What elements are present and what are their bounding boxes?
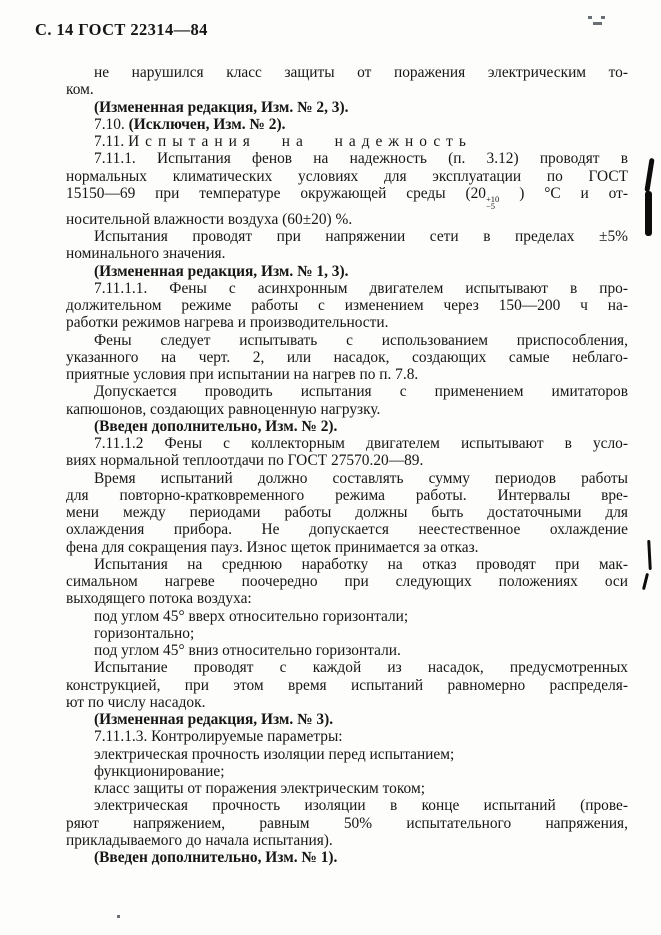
text-line	[66, 590, 628, 607]
scan-speck	[601, 16, 605, 19]
text-run: охлаждения прибора. Не допускается неестественное охлаждение	[66, 521, 628, 539]
text-run: конструкцией, при этом время испытаний равномерно распределя-	[66, 676, 628, 694]
text-run: должительном режиме работы с изменением через 150—200 ч на-	[66, 297, 628, 314]
text-run: Испытания на надежность	[128, 133, 472, 150]
text-line	[66, 470, 628, 487]
text-run: ряют напряжением, равным 50% испытательного напряжения,	[66, 814, 628, 832]
text-line	[66, 504, 628, 521]
text-run: ком.	[66, 81, 94, 99]
text-run: электрическая прочность изоляции в конце испытаний (прове-	[94, 797, 628, 815]
clause-7-11-1-1	[66, 280, 628, 332]
list-item	[66, 780, 628, 797]
text-line	[66, 539, 628, 556]
text-line	[66, 383, 628, 400]
text-line	[66, 711, 628, 728]
body-paragraph	[66, 383, 628, 418]
text-run: (Измененная редакция, Изм. № 1, 3).	[94, 262, 349, 280]
list-item	[66, 625, 628, 642]
body-paragraph	[66, 556, 628, 608]
body-paragraph-continuation	[66, 64, 628, 99]
text-line	[66, 168, 628, 185]
text-run: под углом 45° вниз относительно горизонтали.	[94, 642, 401, 659]
text-run: мени между периодами работы должны быть достаточными для	[66, 504, 628, 521]
text-line	[66, 435, 628, 452]
text-run: номинального значения.	[66, 245, 226, 263]
text-line	[66, 211, 628, 228]
text-line	[66, 332, 628, 349]
text-run: Фены следует испытывать с использованием приспособления,	[94, 331, 628, 349]
text-run: электрическая прочность изоляции перед испытанием;	[94, 745, 455, 763]
text-run: ) °С и от-	[499, 184, 628, 202]
text-run: Допускается проводить испытания с применением имитаторов	[94, 383, 628, 401]
text-line	[66, 452, 628, 469]
text-line	[66, 728, 628, 745]
scan-speck	[593, 22, 602, 25]
text-line	[66, 297, 628, 314]
text-run: (Измененная редакция, Изм. № 2, 3).	[94, 98, 349, 116]
text-line	[66, 797, 628, 814]
text-line	[66, 487, 628, 504]
text-run: (Введен дополнительно, Изм. № 2).	[94, 417, 338, 435]
text-line	[66, 659, 628, 676]
scan-artifact-right-top	[644, 158, 654, 192]
text-run: 15150—69 при температуре окружающей среды (20	[66, 184, 486, 202]
text-run: не нарушился класс защиты от поражения электрическим то-	[94, 64, 628, 81]
editorial-note	[66, 99, 628, 116]
text-run: капюшонов, создающих равноценную нагрузку.	[66, 400, 381, 418]
text-line	[66, 349, 628, 366]
text-line	[66, 642, 628, 659]
text-run: Испытания на среднюю наработку на отказ проводят при мак-	[94, 555, 628, 573]
editorial-note	[66, 711, 628, 728]
text-line	[66, 815, 628, 832]
text-run: 7.11.1.1. Фены с асинхронным двигателем испытывают в про-	[94, 279, 628, 297]
document-body	[66, 64, 628, 866]
clause-7-10	[66, 116, 628, 133]
text-run: 7.11.1.2 Фены с коллекторным двигателем испытывают в усло-	[94, 435, 628, 452]
text-run: прикладываемого до начала испытания).	[66, 831, 333, 849]
text-run: фена для сокращения пауз. Износ щеток принимается за отказ.	[66, 538, 479, 556]
scan-speck	[117, 915, 120, 918]
editorial-note	[66, 263, 628, 280]
text-line	[66, 228, 628, 245]
text-line	[66, 832, 628, 849]
text-run: симальном нагреве поочередно при следующих положениях оси	[66, 573, 628, 590]
text-line	[66, 245, 628, 262]
scan-artifact-right-middle	[642, 573, 649, 590]
text-line	[66, 677, 628, 694]
text-line	[66, 608, 628, 625]
body-paragraph	[66, 332, 628, 384]
text-line	[66, 64, 628, 81]
text-run: работки режимов нагрева и производительности.	[66, 314, 389, 332]
text-run: виях нормальной теплоотдачи по ГОСТ 27570.20—89.	[66, 452, 424, 470]
text-line	[66, 746, 628, 763]
text-line	[66, 401, 628, 418]
text-line	[66, 185, 628, 211]
text-line	[66, 133, 628, 150]
body-paragraph	[66, 228, 628, 263]
text-run: 7.11.1.3. Контролируемые параметры:	[94, 728, 343, 746]
editorial-note	[66, 849, 628, 866]
scan-artifact-right-middle	[647, 540, 652, 570]
text-run: для повторно-кратковременного режима работы. Интервалы вре-	[66, 486, 628, 504]
text-line	[66, 418, 628, 435]
clause-7-11-heading	[66, 133, 628, 150]
body-paragraph	[66, 470, 628, 556]
text-line	[66, 780, 628, 797]
clause-7-11-1	[66, 150, 628, 228]
text-run: нормальных климатических условиях для эксплуатации по ГОСТ	[66, 167, 628, 185]
text-run: ют по числу насадок.	[66, 693, 206, 711]
clause-7-11-1-2	[66, 435, 628, 470]
scan-artifact-right-top	[645, 191, 652, 236]
text-run: указанного на черт. 2, или насадок, создающих самые неблаго-	[66, 348, 628, 366]
text-line	[66, 694, 628, 711]
text-run: функционирование;	[94, 762, 225, 780]
text-line	[66, 573, 628, 590]
list-item	[66, 797, 628, 849]
body-paragraph	[66, 659, 628, 711]
text-run: под углом 45° вверх относительно горизонтали;	[94, 607, 409, 625]
text-run: класс защиты от поражения электрическим током;	[94, 780, 425, 797]
text-line	[66, 150, 628, 167]
text-line	[66, 99, 628, 116]
text-run: Испытания проводят при напряжении сети в пределах ±5%	[94, 228, 628, 245]
text-line	[66, 556, 628, 573]
text-line	[66, 366, 628, 383]
text-run: 7.11.	[94, 133, 129, 150]
text-line	[66, 521, 628, 538]
text-run: (Исключен, Изм. № 2).	[128, 115, 286, 133]
editorial-note	[66, 418, 628, 435]
text-run: (Измененная редакция, Изм. № 3).	[94, 711, 334, 728]
text-run: приятные условия при испытании на нагрев по п. 7.8.	[66, 366, 419, 383]
text-line	[66, 849, 628, 866]
text-line	[66, 763, 628, 780]
text-run: (Введен дополнительно, Изм. № 1).	[94, 849, 338, 866]
list-item	[66, 763, 628, 780]
text-run: Испытание проводят с каждой из насадок, предусмотренных	[94, 659, 628, 677]
list-item	[66, 608, 628, 625]
text-line	[66, 116, 628, 133]
list-item	[66, 746, 628, 763]
text-line	[66, 625, 628, 642]
text-run: Время испытаний должно составлять сумму периодов работы	[94, 469, 628, 487]
text-line	[66, 263, 628, 280]
temperature-tolerance-supsub: +10 −5	[486, 193, 500, 212]
scan-speck	[588, 16, 592, 19]
list-item	[66, 642, 628, 659]
text-run: выходящего потока воздуха:	[66, 590, 252, 608]
text-line	[66, 81, 628, 98]
page-header: С. 14 ГОСТ 22314—84	[35, 20, 208, 39]
text-run: 7.11.1. Испытания фенов на надежность (п. 3.12) проводят в	[94, 150, 628, 168]
clause-7-11-1-3	[66, 728, 628, 745]
text-run: носительной влажности воздуха (60±20) %.	[66, 210, 353, 228]
text-line	[66, 280, 628, 297]
text-line	[66, 314, 628, 331]
text-run: 7.10.	[94, 115, 129, 133]
text-run: горизонтально;	[94, 624, 195, 642]
